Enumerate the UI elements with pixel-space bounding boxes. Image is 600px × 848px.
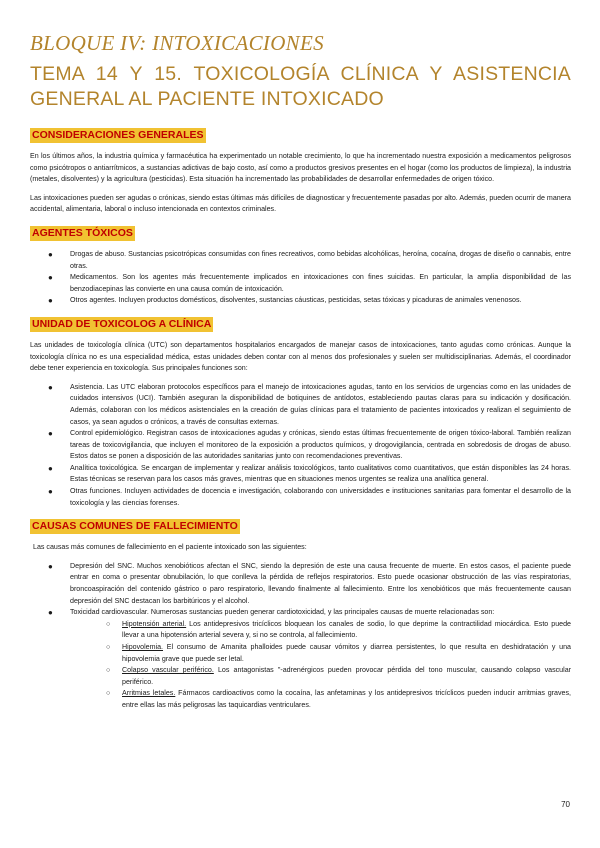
list-item: ● Toxicidad cardiovascular. Numerosas sustancias pueden generar cardiotoxicidad, y las principales causas de muerte relacionadas son: ○ Hipotensión arterial. Los antidepresivos tricíclicos bloquean los canales de sodio, lo que deprime la contractilidad miocárdica. Esto puede llevar a una hipotensión arterial severa y, si no se controla, al fallecimiento. ○ Hipovolemia. El consumo de Amanita phalloides puede causar vómitos y diarrea persistentes, lo que resulta en deshidratación y una hipovolemia grave que puede ser letal. ○ Colapso vascular periférico. Los antagonistas "-adrenérgicos pueden provocar pérdida del tono muscular, causando colapso vascular periférico. ○ Arritmias letales. Fármacos cardioactivos como la cocaína, las anfetaminas y los antidepresivos tricíclicos pueden inducir arritmias graves, entre ellas las más peligrosas las taquicardias ventriculares.: [70, 607, 571, 711]
list-item: ● Otros agentes. Incluyen productos domésticos, disolventes, sustancias cáusticas, pesticidas, setas tóxicas y picaduras de animales venenosos.: [48, 296, 522, 306]
section-heading-unidad: UNIDAD DE TOXICOLOG A CLÍNICA: [32, 317, 212, 330]
agentes-list: [30, 249, 571, 307]
list-item: ● Medicamentos. Son los agentes más frecuentemente implicados en intoxicaciones con fines suicidas. En particular, la amplia disponibilidad de las benzodiacepinas las convierte en una causa común de intoxicación.: [48, 273, 571, 293]
circle-bullet-icon: ○: [106, 644, 111, 651]
tema-title-line-2: GENERAL AL PACIENTE INTOXICADO: [30, 88, 384, 110]
paragraph: Las unidades de toxicología clínica (UTC) son departamentos hospitalarios encargados de manejar casos de intoxicaciones, tanto agudas como crónicas. Aunque la toxicología clínica no es una especialidad médica, estas unidades deben contar con al menos dos profesionales y suelen ser multidisciplinarias. Además, el coordinador debe tener experiencia en toxicología. Sus principales funciones son:: [30, 340, 571, 373]
list-item: ● Drogas de abuso. Sustancias psicotrópicas consumidas con fines recreativos, como bebidas alcohólicas, heroína, cocaína, drogas de diseño o cannabis, entre otras.: [48, 249, 571, 270]
sublist-item: ○ Colapso vascular periférico. Los antagonistas "-adrenérgicos pueden provocar pérdida del tono muscular, causando colapso vascular periférico.: [106, 666, 571, 686]
bullet-icon: ●: [48, 487, 53, 497]
bloque-title: BLOQUE IV: INTOXICACIONES: [30, 31, 324, 55]
bullet-icon: ●: [48, 382, 53, 392]
section-heading-agentes: AGENTES TÓXICOS: [32, 226, 133, 239]
list-item: ● Analítica toxicológica. Se encargan de implementar y realizar análisis toxicológicos, tanto cualitativos como cuantitativos, que están disponibles las 24 horas. Estas técnicas se reservan para los casos más graves, mientras que en situaciones menos urgentes se realiza una analítica general.: [48, 463, 571, 484]
sublist-item: ○ Hipovolemia. El consumo de Amanita phalloides puede causar vómitos y diarrea persistentes, lo que resulta en deshidratación y una hipovolemia grave que puede ser letal.: [106, 643, 571, 663]
circle-bullet-icon: ○: [106, 620, 111, 628]
list-item: ● Control epidemiológico. Registran casos de intoxicaciones agudas y crónicas, siendo estas últimas frecuentemente de origen tóxico-laboral. También realizan tareas de toxicovigilancia, que incluyen el monitoreo de la exposición a productos químicos, y drogovigilancia, centrada en sobredosis de drogas de abuso. Estos datos se ponen a disposición de las autoridades sanitarias junto con recomendaciones preventivas.: [48, 429, 571, 461]
paragraph: Las causas más comunes de fallecimiento en el paciente intoxicado son las siguientes:: [33, 543, 307, 552]
tema-title: [30, 62, 571, 112]
paragraph: Las intoxicaciones pueden ser agudas o crónicas, siendo estas últimas más difíciles de diagnosticar y frecuentemente pasadas por alto. Además, pueden ocurrir de manera accidental, alimentaria, laboral o incluso intencionada en contextos criminales.: [30, 193, 571, 214]
bullet-icon: ●: [48, 608, 53, 618]
bullet-icon: ●: [48, 273, 53, 283]
list-item: ● Otras funciones. Incluyen actividades de docencia e investigación, colaborando con universidades e instituciones sanitarias para fomentar el desarrollo de la toxicología y las ciencias forenses.: [48, 487, 571, 507]
sublist-item: ○ Hipotensión arterial. Los antidepresivos tricíclicos bloquean los canales de sodio, lo que deprime la contractilidad miocárdica. Esto puede llevar a una hipotensión arterial severa y, si no se controla, al fallecimiento.: [106, 619, 571, 640]
tema-title-line-1: TEMA 14 Y 15. TOXICOLOGÍA CLÍNICA Y ASISTENCIA: [30, 63, 571, 85]
circle-bullet-icon: ○: [106, 667, 111, 675]
paragraph: En los últimos años, la industria química y farmacéutica ha experimentado un notable crecimiento, lo que ha incrementado nuestra exposición a medicamentos peligrosos como psicótropos o antiarrítmicos, a sustancias adictivas de bajo costo, así como a productos gresivos presentes en el hogar (como los productos de limpieza), la industria (metales, disolventes) y la agricultura (pesticidas). Esta situación ha incrementado las probabilidades de desarrollar enfermedades de origen tóxico.: [30, 152, 571, 184]
sublist-item: ○ Arritmias letales. Fármacos cardioactivos como la cocaína, las anfetaminas y los antidepresivos tricíclicos pueden inducir arritmias graves, entre ellas las más peligrosas las taquicardias ventriculares.: [106, 689, 571, 709]
bullet-icon: ●: [48, 249, 53, 259]
cardio-sublist: [70, 619, 571, 712]
bullet-icon: ●: [48, 561, 53, 571]
list-item: ● Depresión del SNC. Muchos xenobióticos afectan el SNC, siendo la depresión de este una causa frecuente de muerte. En estos casos, el paciente puede entrar en coma o presentar obnubilación, lo que conlleva la pérdida de reflejos respiratorios. Esto puede ocasionar obstrucción de las vías respiratorias, broncoaspiración del contenido gástrico o paro respiratorio, llevando finalmente al fallecimiento. Entre los xenobióticos que más frecuentemente causan depresión del SNC destacan los barbitúricos y el alcohol.: [48, 561, 571, 605]
bullet-icon: ●: [48, 463, 53, 473]
page-number: 70: [561, 800, 570, 809]
section-heading-consideraciones: CONSIDERACIONES GENERALES: [32, 129, 204, 141]
unidad-list: [30, 382, 571, 510]
causas-list: [30, 561, 571, 712]
circle-bullet-icon: ○: [106, 690, 111, 698]
bullet-icon: ●: [48, 429, 53, 439]
section-heading-causas: CAUSAS COMUNES DE FALLECIMIENTO: [32, 520, 238, 533]
document-page: [30, 30, 571, 719]
bullet-icon: ●: [48, 296, 53, 306]
list-item: ● Asistencia. Las UTC elaboran protocolos específicos para el manejo de intoxicaciones agudas, tanto en los servicios de urgencias como en las unidades de cuidados intensivos (UCI). También aseguran la disponibilidad de botiquines de antídotos, estableciendo pautas claras para su indicación y dosificación. Además, colaboran con los médicos asistenciales en la creación de guías clínicas para el tratamiento de pacientes intoxicados y realizan el seguimiento de casos, ya sean agudos o crónicos, a través de consultas externas.: [48, 382, 571, 426]
